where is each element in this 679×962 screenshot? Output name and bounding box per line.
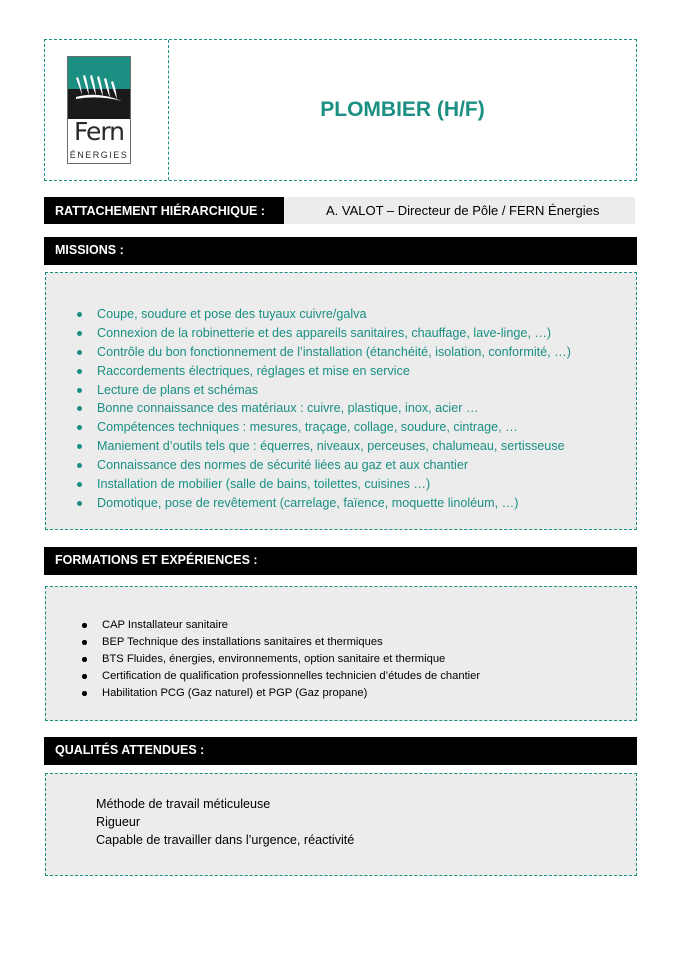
formations-list — [46, 617, 636, 702]
list-item: Lecture de plans et schémas — [46, 381, 636, 400]
list-item: Bonne connaissance des matériaux : cuivre, plastique, inox, acier … — [46, 399, 636, 418]
missions-box — [45, 272, 637, 530]
list-item: Habilitation PCG (Gaz naturel) et PGP (Gaz propane) — [46, 685, 636, 702]
list-item: Domotique, pose de revêtement (carrelage, faïence, moquette linoléum, …) — [46, 494, 636, 513]
missions-heading: MISSIONS : — [44, 237, 637, 265]
list-item: Méthode de travail méticuleuse — [96, 797, 271, 811]
list-item: BTS Fluides, énergies, environnements, option sanitaire et thermique — [46, 651, 636, 668]
list-item: Connexion de la robinetterie et des appareils sanitaires, chauffage, lave-linge, …) — [46, 324, 636, 343]
qualites-list — [46, 795, 636, 849]
qualites-box — [45, 773, 637, 876]
list-item: Capable de travailler dans l’urgence, réactivité — [96, 833, 355, 847]
list-item: Coupe, soudure et pose des tuyaux cuivre/galva — [46, 305, 636, 324]
qualites-heading: QUALITÉS ATTENDUES : — [44, 737, 637, 765]
list-item: Maniement d’outils tels que : équerres, niveaux, perceuses, chalumeau, sertisseuse — [46, 437, 636, 456]
formations-box — [45, 586, 637, 721]
list-item: Rigueur — [96, 815, 141, 829]
list-item: Connaissance des normes de sécurité liées au gaz et aux chantier — [46, 456, 636, 475]
list-item: Contrôle du bon fonctionnement de l’installation (étanchéité, isolation, conformité, …) — [46, 343, 636, 362]
logo-brand-word: Fern — [73, 117, 125, 146]
fern-leaf-icon — [72, 71, 126, 107]
list-item: Installation de mobilier (salle de bains, toilettes, cuisines …) — [46, 475, 636, 494]
list-item: Raccordements électriques, réglages et mise en service — [46, 362, 636, 381]
list-item: Compétences techniques : mesures, traçage, collage, soudure, cintrage, … — [46, 418, 636, 437]
list-item: Certification de qualification professionnelles technicien d’études de chantier — [46, 668, 636, 685]
logo-subtitle: ÉNERGIES — [69, 150, 129, 160]
document-header — [44, 39, 637, 181]
list-item: CAP Installateur sanitaire — [46, 617, 636, 634]
list-item: BEP Technique des installations sanitaires et thermiques — [46, 634, 636, 651]
missions-list — [46, 305, 636, 513]
logo-cell — [45, 40, 169, 180]
page-title: PLOMBIER (H/F) — [320, 98, 485, 121]
rattachement-value: A. VALOT – Directeur de Pôle / FERN Énergies — [284, 197, 635, 224]
rattachement-label: RATTACHEMENT HIÉRARCHIQUE : — [44, 197, 284, 224]
formations-heading: FORMATIONS ET EXPÉRIENCES : — [44, 547, 637, 575]
fern-energies-logo — [67, 56, 131, 164]
